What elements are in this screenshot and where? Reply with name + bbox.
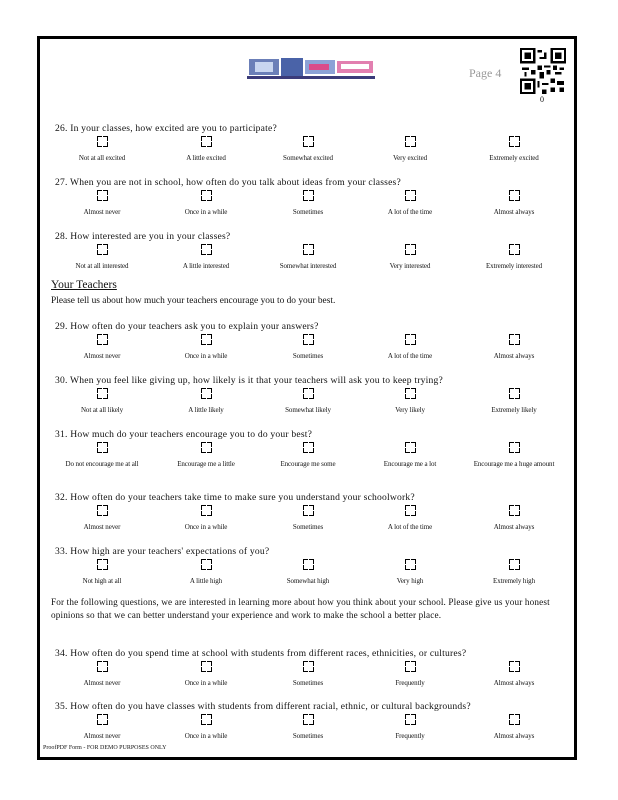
question-text: 27. When you are not in school, how often do you talk about ideas from your classes? <box>55 177 401 188</box>
answer-option <box>50 559 154 586</box>
answer-option <box>50 505 154 532</box>
answer-option-label: Not high at all <box>82 577 122 585</box>
qr-code <box>520 48 566 94</box>
answer-option <box>154 505 258 532</box>
answer-option-label: Very interested <box>389 262 431 270</box>
question-text: 33. How high are your teachers' expectations of you? <box>55 546 270 557</box>
answer-options-row <box>48 505 568 539</box>
question-text: 30. When you feel like giving up, how likely is it that your teachers will ask you to keep trying? <box>55 375 443 386</box>
answer-option-label: Once in a while <box>184 523 228 531</box>
answer-checkbox[interactable] <box>509 190 520 201</box>
answer-option <box>50 714 154 741</box>
answer-checkbox[interactable] <box>201 505 212 516</box>
answer-options-row <box>48 388 568 422</box>
answer-checkbox[interactable] <box>303 334 314 345</box>
answer-option-label: Encourage me some <box>280 460 336 468</box>
answer-checkbox[interactable] <box>201 334 212 345</box>
answer-option <box>462 334 566 361</box>
answer-checkbox[interactable] <box>509 559 520 570</box>
answer-checkbox[interactable] <box>509 244 520 255</box>
answer-option <box>256 136 360 163</box>
answer-option <box>50 442 154 469</box>
answer-option-label: Somewhat high <box>286 577 330 585</box>
answer-option <box>358 661 462 688</box>
answer-option <box>154 136 258 163</box>
answer-option-label: Sometimes <box>292 208 324 216</box>
answer-option-label: Almost never <box>83 679 121 687</box>
answer-option-label: Extremely high <box>493 577 535 585</box>
answer-option <box>50 190 154 217</box>
answer-checkbox[interactable] <box>509 388 520 399</box>
answer-option <box>256 559 360 586</box>
answer-option <box>50 136 154 163</box>
answer-option-label: Almost never <box>83 352 121 360</box>
answer-checkbox[interactable] <box>509 714 520 725</box>
answer-option <box>462 244 566 271</box>
answer-options-row <box>48 442 568 476</box>
answer-checkbox[interactable] <box>97 136 108 147</box>
answer-option-label: Almost always <box>493 523 535 531</box>
answer-option-label: Extremely interested <box>485 262 543 270</box>
answer-option-label: Almost never <box>83 523 121 531</box>
answer-option <box>256 190 360 217</box>
answer-checkbox[interactable] <box>303 559 314 570</box>
answer-option-label: Sometimes <box>292 732 324 740</box>
answer-option-label: Extremely likely <box>491 406 537 414</box>
answer-option-label: Frequently <box>395 732 425 740</box>
answer-option-label: Once in a while <box>184 732 228 740</box>
answer-options-row <box>48 714 568 748</box>
answer-option-label: Sometimes <box>292 352 324 360</box>
answer-option <box>154 442 258 469</box>
answer-option-label: A lot of the time <box>387 208 433 216</box>
answer-option-label: A little interested <box>182 262 230 270</box>
answer-checkbox[interactable] <box>509 334 520 345</box>
answer-checkbox[interactable] <box>405 442 416 453</box>
answer-checkbox[interactable] <box>97 661 108 672</box>
answer-option <box>462 505 566 532</box>
answer-checkbox[interactable] <box>201 714 212 725</box>
answer-option <box>50 334 154 361</box>
footer-text: ProofPDF Form - FOR DEMO PURPOSES ONLY <box>43 745 167 751</box>
answer-option-label: A lot of the time <box>387 352 433 360</box>
answer-option-label: Almost never <box>83 732 121 740</box>
answer-option <box>154 190 258 217</box>
answer-checkbox[interactable] <box>303 136 314 147</box>
question-text: 31. How much do your teachers encourage you to do your best? <box>55 429 313 440</box>
school-logo <box>247 56 375 80</box>
answer-option-label: Somewhat excited <box>283 154 333 162</box>
answer-option-label: Once in a while <box>184 352 228 360</box>
answer-checkbox[interactable] <box>97 714 108 725</box>
question-text: 26. In your classes, how excited are you to participate? <box>55 123 277 134</box>
answer-checkbox[interactable] <box>509 136 520 147</box>
answer-option <box>358 244 462 271</box>
question-text: 34. How often do you spend time at school with students from different races, ethnicities, or cultures? <box>55 648 467 659</box>
answer-option <box>462 442 566 469</box>
answer-option-label: A little high <box>189 577 223 585</box>
answer-option-label: Encourage me a lot <box>383 460 437 468</box>
answer-checkbox[interactable] <box>303 442 314 453</box>
answer-checkbox[interactable] <box>405 334 416 345</box>
answer-option <box>154 334 258 361</box>
answer-checkbox[interactable] <box>509 661 520 672</box>
instruction-paragraph: For the following questions, we are interested in learning more about how you think about your school. Please give us your honest opinions so that we can better understand your experience and work to make the school a better place. <box>51 597 550 620</box>
answer-option-label: Very excited <box>393 154 427 162</box>
answer-checkbox[interactable] <box>405 505 416 516</box>
answer-option <box>358 190 462 217</box>
page-number: Page 4 <box>469 66 502 80</box>
answer-option <box>358 334 462 361</box>
answer-option <box>256 334 360 361</box>
answer-checkbox[interactable] <box>303 661 314 672</box>
answer-option-label: Almost always <box>493 352 535 360</box>
answer-option <box>358 559 462 586</box>
answer-option-label: Almost always <box>493 679 535 687</box>
answer-option <box>50 388 154 415</box>
answer-option-label: Encourage me a little <box>177 460 235 468</box>
answer-checkbox[interactable] <box>405 559 416 570</box>
answer-option-label: Almost always <box>493 208 535 216</box>
answer-option-label: Very likely <box>395 406 425 414</box>
answer-option-label: Frequently <box>395 679 425 687</box>
answer-option <box>256 505 360 532</box>
answer-option-label: Not at all excited <box>78 154 126 162</box>
answer-options-row <box>48 559 568 593</box>
answer-option-label: Once in a while <box>184 679 228 687</box>
answer-options-row <box>48 661 568 695</box>
answer-checkbox[interactable] <box>405 714 416 725</box>
answer-checkbox[interactable] <box>303 388 314 399</box>
answer-checkbox[interactable] <box>201 244 212 255</box>
answer-option-label: A little likely <box>188 406 224 414</box>
answer-option <box>358 505 462 532</box>
answer-option <box>462 661 566 688</box>
answer-checkbox[interactable] <box>405 190 416 201</box>
answer-option <box>462 559 566 586</box>
answer-checkbox[interactable] <box>303 714 314 725</box>
question-text: 35. How often do you have classes with students from different racial, ethnic, or cultural backgrounds? <box>55 701 471 712</box>
answer-option-label: Almost never <box>83 208 121 216</box>
answer-checkbox[interactable] <box>405 136 416 147</box>
answer-option-label: Not at all likely <box>80 406 124 414</box>
answer-checkbox[interactable] <box>303 505 314 516</box>
answer-option <box>256 442 360 469</box>
answer-option <box>462 190 566 217</box>
answer-option <box>256 244 360 271</box>
answer-checkbox[interactable] <box>509 505 520 516</box>
answer-option <box>154 661 258 688</box>
answer-option-label: Somewhat likely <box>285 406 331 414</box>
answer-options-row <box>48 244 568 278</box>
answer-option <box>358 388 462 415</box>
answer-checkbox[interactable] <box>201 559 212 570</box>
answer-checkbox[interactable] <box>97 559 108 570</box>
answer-option <box>358 136 462 163</box>
question-text: 32. How often do your teachers take time to make sure you understand your schoolwork? <box>55 492 415 503</box>
answer-option-label: A little excited <box>186 154 226 162</box>
answer-option <box>154 714 258 741</box>
answer-option <box>256 714 360 741</box>
answer-checkbox[interactable] <box>97 190 108 201</box>
answer-option-label: A lot of the time <box>387 523 433 531</box>
answer-checkbox[interactable] <box>405 661 416 672</box>
answer-checkbox[interactable] <box>97 334 108 345</box>
answer-option <box>50 661 154 688</box>
answer-option-label: Sometimes <box>292 679 324 687</box>
answer-checkbox[interactable] <box>97 442 108 453</box>
answer-option <box>462 136 566 163</box>
answer-option <box>358 442 462 469</box>
answer-checkbox[interactable] <box>405 244 416 255</box>
answer-checkbox[interactable] <box>201 136 212 147</box>
answer-option <box>50 244 154 271</box>
answer-checkbox[interactable] <box>201 190 212 201</box>
answer-checkbox[interactable] <box>201 442 212 453</box>
answer-option <box>462 714 566 741</box>
question-text: 29. How often do your teachers ask you to explain your answers? <box>55 321 319 332</box>
answer-options-row <box>48 334 568 368</box>
answer-option-label: Not at all interested <box>75 262 129 270</box>
section-intro: Please tell us about how much your teachers encourage you to do your best. <box>51 296 336 306</box>
answer-checkbox[interactable] <box>303 190 314 201</box>
answer-option-label: Almost always <box>493 732 535 740</box>
answer-option-label: Sometimes <box>292 523 324 531</box>
answer-option-label: Encourage me a huge amount <box>473 460 555 468</box>
answer-checkbox[interactable] <box>97 244 108 255</box>
question-text: 28. How interested are you in your classes? <box>55 231 231 242</box>
answer-option-label: Once in a while <box>184 208 228 216</box>
answer-option <box>256 661 360 688</box>
answer-options-row <box>48 136 568 170</box>
answer-checkbox[interactable] <box>201 388 212 399</box>
answer-option <box>154 559 258 586</box>
answer-checkbox[interactable] <box>303 244 314 255</box>
answer-option-label: Extremely excited <box>489 154 539 162</box>
answer-option-label: Very high <box>396 577 424 585</box>
answer-option-label: Do not encourage me at all <box>65 460 139 468</box>
answer-options-row <box>48 190 568 224</box>
answer-option <box>462 388 566 415</box>
answer-checkbox[interactable] <box>97 388 108 399</box>
qr-code-number: 0 <box>540 95 544 104</box>
answer-option-label: Somewhat interested <box>279 262 337 270</box>
answer-checkbox[interactable] <box>405 388 416 399</box>
answer-option <box>154 388 258 415</box>
answer-checkbox[interactable] <box>97 505 108 516</box>
answer-option <box>256 388 360 415</box>
answer-option <box>154 244 258 271</box>
answer-checkbox[interactable] <box>201 661 212 672</box>
answer-option <box>358 714 462 741</box>
answer-checkbox[interactable] <box>509 442 520 453</box>
section-title: Your Teachers <box>51 279 117 291</box>
